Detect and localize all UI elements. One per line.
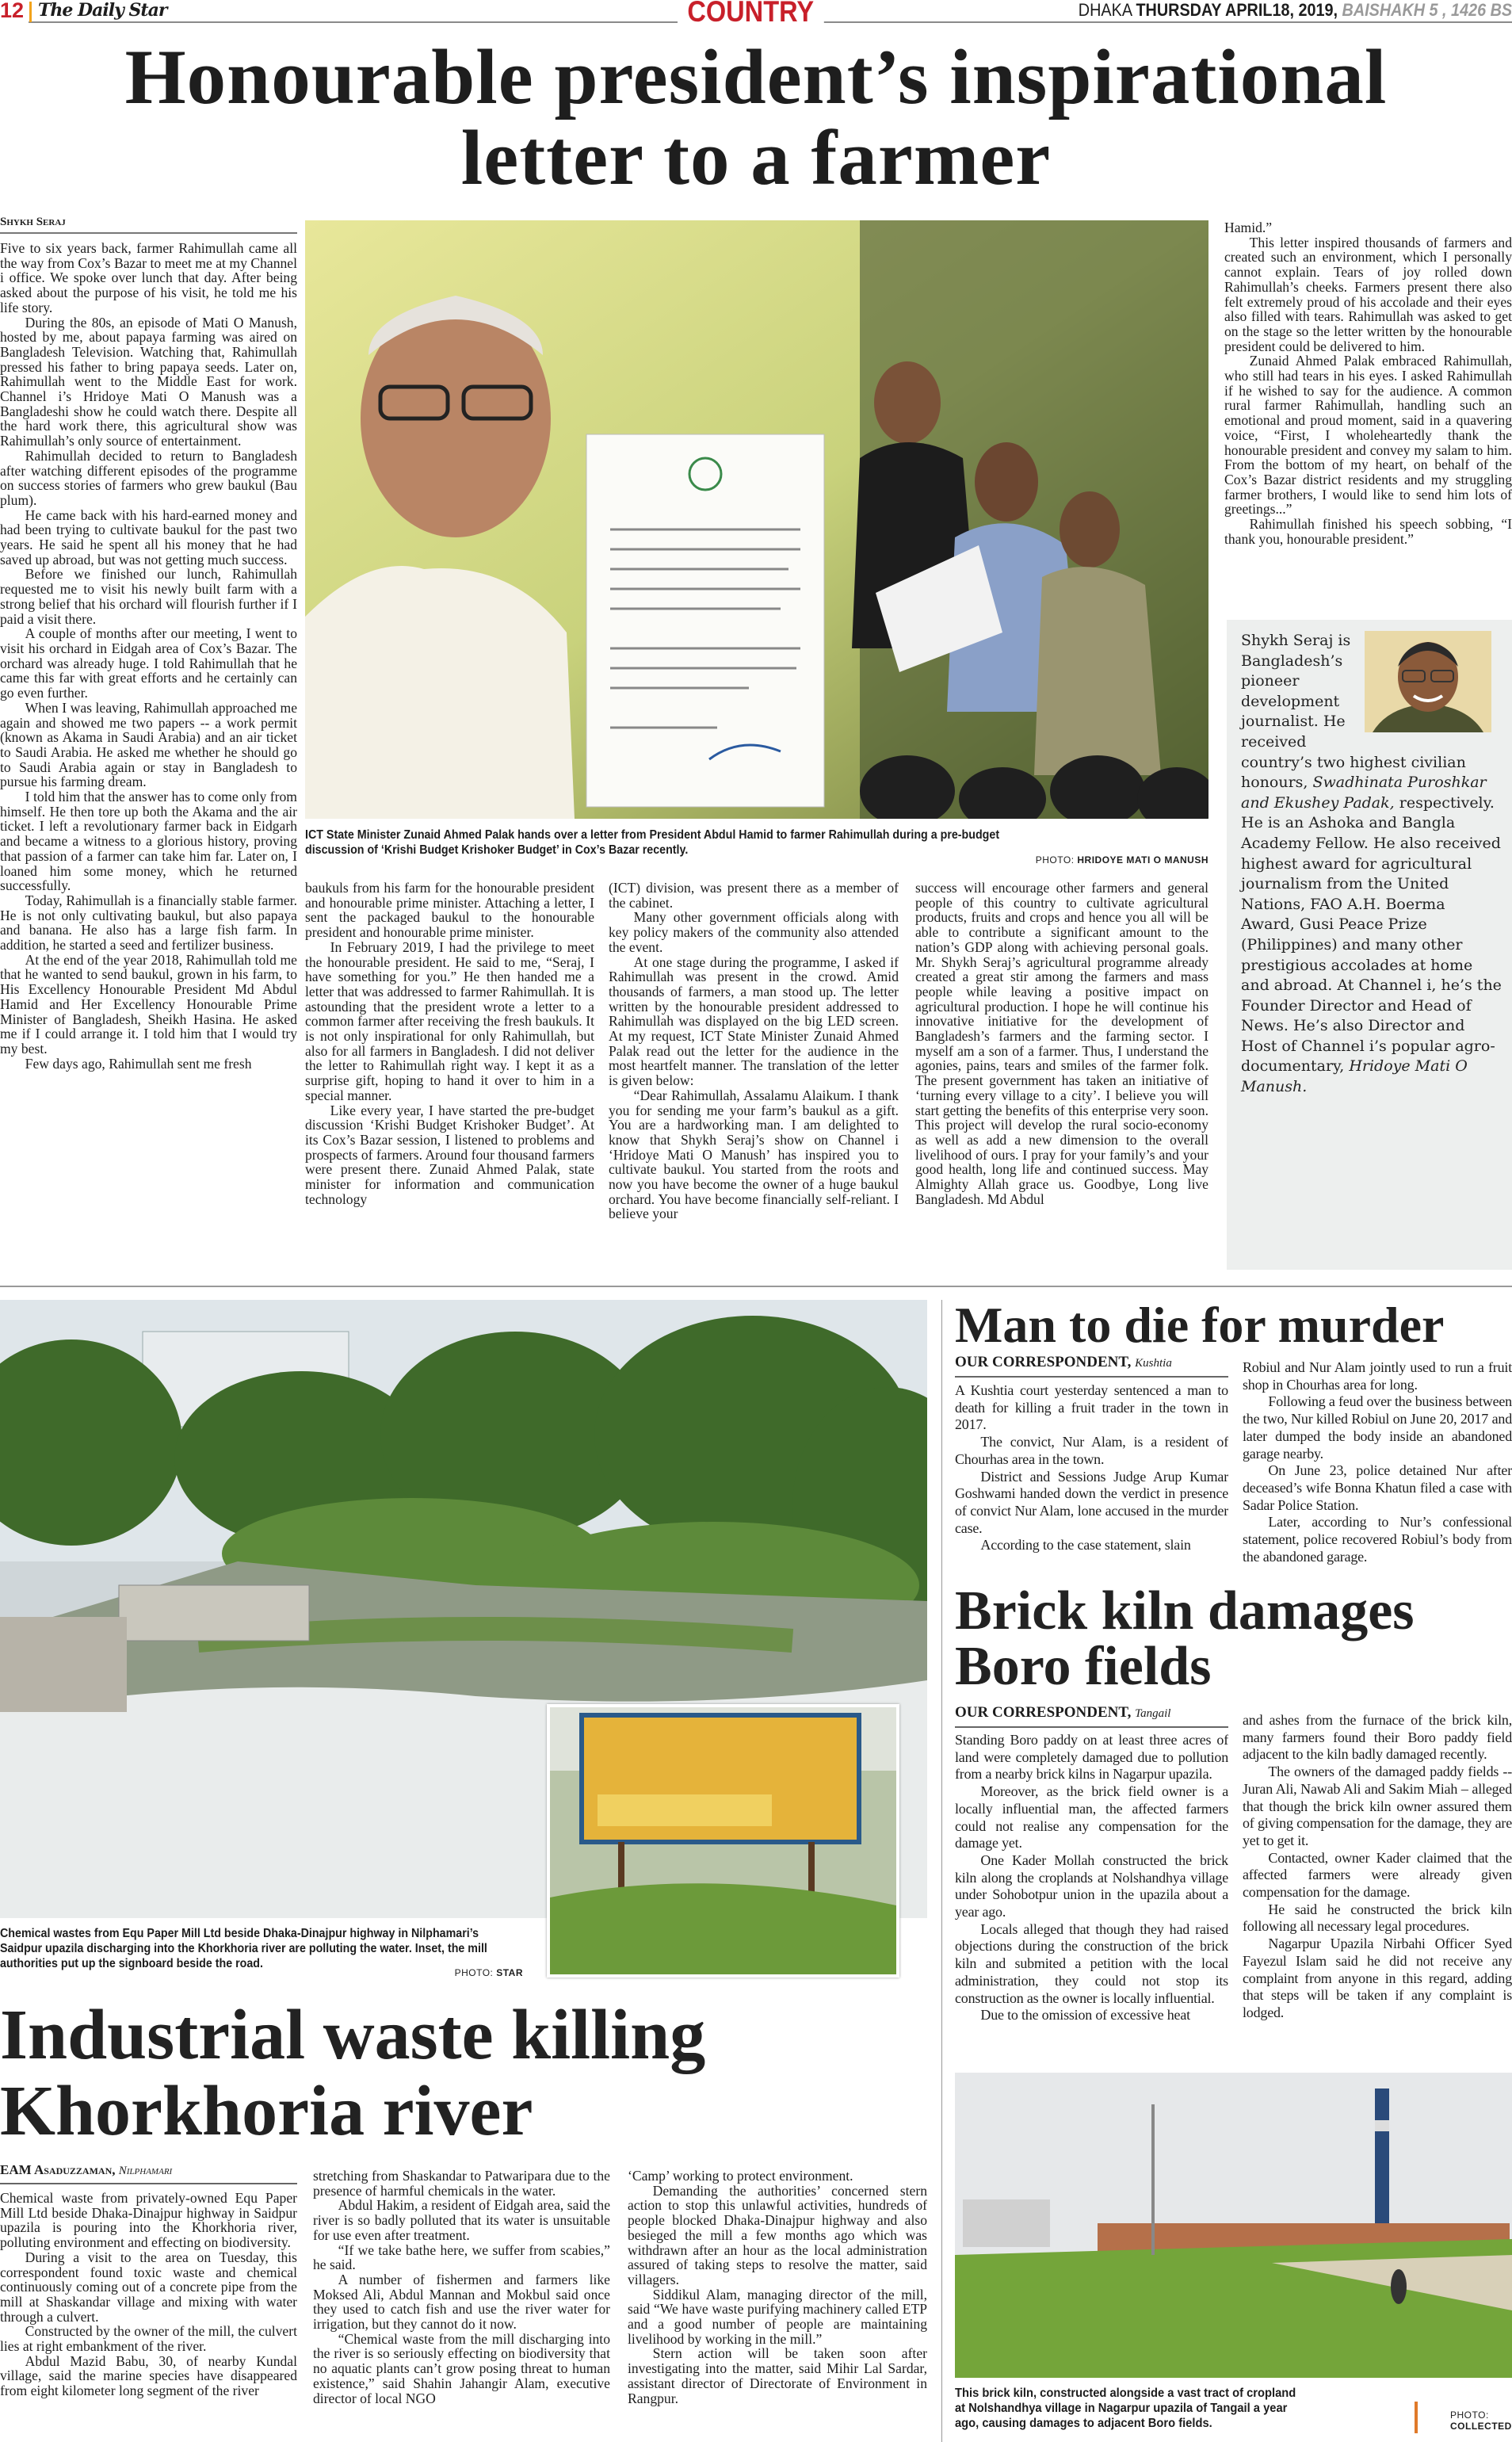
paragraph: District and Sessions Judge Arup Kumar Goshwami handed down the verdict in presence of convict Nur Alam, lone accused in the murder case. <box>955 1468 1228 1536</box>
photo-credit-label: PHOTO: <box>454 1967 494 1978</box>
river-column-3 <box>628 2169 927 2442</box>
paragraph: and ashes from the furnace of the brick kiln, many farmers found their Boro paddy field adjacent to the kiln badly damaged recently. <box>1243 1712 1512 1763</box>
paragraph: Constructed by the owner of the mill, the culvert lies at right embankment of the river. <box>0 2323 297 2355</box>
byline-author: OUR CORRESPONDENT, <box>955 1704 1132 1721</box>
paragraph: success will encourage other farmers and general people of this country to cultivate agricultural products, fruits and crops and hence you all will be able to contribute a significant amount to the nation’s GDP along with achieving personal goals. Mr. Shykh Seraj’s agricultural programme already created a great stir among the farmers and mass people while leaving a positive impact on agricultural production. I hope he will continue his innovative initiative for the development of Bangladesh’s farmers and the farming sector. I myself am a son of a farmer. Thus, I understand the agonies, pains, tears and smiles of the farmer folk. The present government has taken an initiative of ‘turning every village to a city’. I believe you will start getting the benefits of this enterprise very soon. This project will develop the rural socio-economy as well as add a new dimension to the overall livelihood of ours. I pray for your family’s and your good health, long life and continued success. May Almighty Allah grace us. Goodbye, Long live Bangladesh. Md Abdul <box>915 881 1208 1207</box>
paragraph: During the 80s, an episode of Mati O Manush, hosted by me, about papaya farming was aired on Bangladesh Television. Watching that, Rahimullah pressed his father to bring papaya seeds. Later on, Rahimullah went to the Middle East for work. Channel i’s Hridoye Mati O Manush was a Bangladeshi show he could watch there. Despite all the hard work there, this agricultural show was Rahimullah’s only source of entertainment. <box>0 314 297 449</box>
lead-headline-line1: Honourable president’s inspirational <box>124 34 1388 120</box>
photo-credit-label: PHOTO: <box>1035 854 1075 866</box>
brick-headline-line1: Brick kiln damages <box>955 1580 1415 1641</box>
paragraph: (ICT) division, was present there as a member of the cabinet. <box>609 881 899 911</box>
paragraph: In February 2019, I had the privilege to meet the honourable president. He said to me, “Seraj, I have something for you.” He then handed me a letter that was addressed to farmer Rahimullah. It is astounding that the president wrote a letter to a common farmer after receiving the fresh baukuls. It is not only inspirational for only Rahimullah, but also for all farmers in Bangladesh. I did not deliver the letter to Rahimullah right way. I kept it as a surprise gift, hoping to hand it over to him in a special manner. <box>305 938 594 1103</box>
paragraph: Today, Rahimullah is a financially stable farmer. He is not only cultivating baukul, but also papaya and banana. He also has a large fish farm. In addition, he started a seed and fertilizer business. <box>0 892 297 953</box>
paragraph: Moreover, as the brick field owner is a locally influential man, the affected farmers could not realise any compensation for the damage yet. <box>955 1783 1228 1852</box>
date-city: DHAKA <box>1078 0 1132 20</box>
river-headline-line2: Khorkhoria river <box>0 2072 533 2150</box>
paragraph: Following a feud over the business between the two, Nur killed Robiul on June 20, 2017 and later dumped the body inside an abandoned garage nearby. <box>1243 1393 1512 1462</box>
paragraph: stretching from Shaskandar to Patwaripara due to the presence of harmful chemicals in the water. <box>313 2169 610 2199</box>
paragraph: Few days ago, Rahimullah sent me fresh <box>25 1055 252 1072</box>
paragraph: Like every year, I have started the pre-budget discussion ‘Krishi Budget Krishoker Budget’. At its Cox’s Bazar session, I listened to problems and prospects of farmers. Around four thousand farmers were present there. Zunaid Ahmed Palak, state minister for information and communication technology <box>305 1102 594 1207</box>
murder-column-2 <box>1243 1359 1512 1565</box>
byline-location: Kushtia <box>1135 1357 1172 1370</box>
paragraph: “If we take bathe here, we suffer from scabies,” he said. <box>313 2241 610 2273</box>
paragraph: During a visit to the area on Tuesday, this correspondent found toxic waste and chemical continuously coming out of a concrete pipe from the mill at Shaskandar village and mixing with water through a culvert. <box>0 2249 297 2325</box>
river-column-1 <box>0 2191 297 2442</box>
paragraph: One Kader Mollah constructed the brick kiln along the croplands at Nolshandhya village under Sohobotpur union in the upazila about a year ago. <box>955 1852 1228 1920</box>
river-photo-credit <box>444 1967 523 1978</box>
paragraph: I told him that the answer has to come only from himself. He then tore up both the Akama and the air ticket. I left a revolutionary farmer back in Eidgarh and became a witness to a glorious history, proving that passion of a farmer can take him far. Later on, I loaned him some money, which he returned successfully. <box>0 789 297 894</box>
paragraph: The convict, Nur Alam, is a resident of Chourhas area in the town. <box>955 1434 1228 1467</box>
lead-headline-line2: letter to a farmer <box>460 115 1052 201</box>
brick-kiln-photo <box>955 2073 1512 2378</box>
paragraph: Siddikul Alam, managing director of the mill, said “We have waste purifying machinery called ETP and a good number of people are maintaining livelihood by working in the mill.” <box>628 2286 927 2347</box>
paragraph: Nagarpur Upazila Nirbahi Officer Syed Fayezul Islam said he did not receive any complaint from anyone in this regard, adding that steps will be taken if any complaint is lodged. <box>1243 1936 1512 2020</box>
paragraph: Locals alleged that though they had raised objections during the construction of the brick kiln and submited a petition with the local administration, they could not stop its construction as the owner is locally influential. <box>955 1920 1228 2006</box>
paragraph: At one stage during the programme, I asked if Rahimullah was present in the crowd. Amid thousands of farmers, a man stood up. The letter written by the honourable president addressed to Rahimullah was displayed on the big LED screen. At my request, ICT State Minister Zunaid Ahmed Palak read out the letter for the audience in the most heartfelt manner. The translation of the letter is given below: <box>609 953 899 1089</box>
author-photo <box>1365 631 1491 732</box>
dateline <box>1070 0 1512 21</box>
byline-author: OUR CORRESPONDENT, <box>955 1354 1132 1370</box>
paragraph: A Kushtia court yesterday sentenced a man to death for killing a fruit trader in the town in 2017. <box>955 1382 1228 1433</box>
murder-column-1 <box>955 1382 1228 1565</box>
river-column-2 <box>313 2169 610 2442</box>
paragraph: Hamid.” <box>1224 220 1273 235</box>
murder-headline: Man to die for murder <box>955 1297 1445 1353</box>
section-divider <box>0 1286 1512 1287</box>
brick-photo-caption: This brick kiln, constructed alongside a vast tract of cropland at Nolshandhya village in Nagarpur upazila of Tangail a year ago, causing damages to adjacent Boro fields. <box>955 2387 1296 2430</box>
paragraph: The owners of the damaged paddy fields -- Juran Ali, Nawab Ali and Sakim Miah – alleged that though the brick kiln owner assured them of giving compensation for the damage, they are yet to get it. <box>1243 1764 1512 1848</box>
text: Shykh Seraj is Bangladesh’s pioneer development journalist. He received country’s two highest civilian honours, <box>1241 632 1466 792</box>
paragraph: A number of fishermen and farmers like Moksed Ali, Abdul Mannan and Mokbul said once they used to catch fish and use the river water for irrigation, but they cannot do it now. <box>313 2271 610 2333</box>
photo-credit-label: PHOTO: <box>1450 2410 1489 2421</box>
paragraph: A couple of months after our meeting, I went to visit his orchard in Eidgah area of Cox’s Bazar. The orchard was already huge. I told Rahimullah that he came this far with great efforts and he certainly can go even further. <box>0 625 297 701</box>
paragraph: Many other government officials along with key policy makers of the community also attended the event. <box>609 909 899 955</box>
river-byline <box>0 2162 297 2184</box>
paragraph: Chemical waste from privately-owned Equ Paper Mill Ltd beside Dhaka-Dinajpur highway in Saidpur upazila is pouring into the Khorkhoria river, polluting environment and effecting on biodiversity. <box>0 2191 297 2251</box>
paragraph: Demanding the authorities’ concerned stern action to stop this unlawful activities, hundreds of people blocked Dhaka-Dinajpur highway and also besieged the mill a few months ago which was withdrawn after an hour as the local administration assured of taking steps to resolve the matter, said villagers. <box>628 2182 927 2287</box>
paragraph: Five to six years back, farmer Rahimullah came all the way from Cox’s Bazar to meet me at my Channel i office. We spoke over lunch that day. After being asked about the purpose of his visit, he told me his life story. <box>0 241 297 315</box>
credit-accent-bar <box>1415 2402 1418 2433</box>
paragraph: Contacted, owner Kader claimed that the affected farmers were already given compensation for the damage. <box>1243 1849 1512 1901</box>
byline-location: Nilphamari <box>118 2165 173 2177</box>
paragraph: Rahimullah finished his speech sobbing, “I thank you, honourable president.” <box>1224 516 1512 547</box>
newspaper-logo[interactable]: The Daily Star <box>38 0 173 21</box>
author-bio-box <box>1227 620 1512 1270</box>
lead-column-4 <box>915 881 1208 1272</box>
lead-byline: Shykh Seraj <box>0 216 297 234</box>
paragraph: ‘Camp’ working to protect environment. <box>628 2169 853 2184</box>
lead-column-1 <box>0 241 297 1271</box>
byline-location: Tangail <box>1135 1707 1171 1720</box>
paragraph: Abdul Hakim, a resident of Eidgah area, said the river is so badly polluted that its water is unsuitable for use even after treatment. <box>313 2197 610 2243</box>
photo-credit-name: STAR <box>496 1967 523 1978</box>
lead-photo-credit <box>1014 854 1208 866</box>
column-divider <box>941 1300 942 2442</box>
photo-credit-name: HRIDOYE MATI O MANUSH <box>1077 854 1208 866</box>
paragraph: Later, according to Nur’s confessional statement, police recovered Robiul’s body from the abandoned garage. <box>1243 1514 1512 1565</box>
paragraph: Robiul and Nur Alam jointly used to run a fruit shop in Chourhas area for long. <box>1243 1359 1512 1393</box>
photo-credit-name: COLLECTED <box>1450 2421 1512 2432</box>
paragraph: baukuls from his farm for the honourable president and honourable prime minister. Attaching a letter, I sent the packaged baukul to the honourable president and honourable prime minister. <box>305 881 594 941</box>
lead-column-2 <box>305 881 594 1272</box>
folio-divider <box>29 2 32 22</box>
paragraph: Abdul Mazid Babu, 30, of nearby Kundal village, said the marine species have disappeared from eight kilometer long segment of the river <box>0 2352 297 2399</box>
date-main: THURSDAY APRIL18, 2019, <box>1136 0 1338 20</box>
brick-photo-credit <box>1450 2410 1512 2432</box>
brick-headline-line2: Boro fields <box>955 1636 1212 1697</box>
paragraph: When I was leaving, Rahimullah approached me again and showed me two papers -- a work permit (known as Akama in Saudi Arabia) and an air ticket to Saudi Arabia. He asked me whether he should go to Saudi Arabia again or stay in Bangladesh to pursue his farming dream. <box>0 699 297 790</box>
paragraph: Zunaid Ahmed Palak embraced Rahimullah, who still had tears in his eyes. I asked Rahimullah if he wished to say for the audience. A common rural farmer Rahimullah, handling such an emotional and proud moment, said in a quavering voice, “First, I wholeheartedly thank the honourable president and convey my salam to him. From the bottom of my heart, on behalf of the Cox’s Bazar district residents and my struggling farmer brothers, I would like to send him lots of greetings...” <box>1224 353 1512 518</box>
section-title: COUNTRY <box>678 0 823 29</box>
paragraph: Rahimullah decided to return to Bangladesh after watching different episodes of the programme on success stories of farmers who grew baukul (Bau plum). <box>0 447 297 508</box>
signboard-inset-photo <box>547 1704 899 1978</box>
river-photo-caption: Chemical wastes from Equ Paper Mill Ltd beside Dhaka-Dinajpur highway in Nilphamari’s Saidpur upazila discharging into the Khorkhoria river are polluting the water. Inset, the mill authorities put up the signboard beside the road. <box>0 1927 487 1970</box>
brick-byline <box>955 1704 1228 1728</box>
text: respectively. He is an Ashoka and Bangla Academy Fellow. He also received highest award for agricultural journalism from the United Nations, FAO A.H. Boerma Award, Gusi Peace Prize (Philippines) and many other prestigious accolades at home and abroad. At Channel i, he’s the Founder Director and Head of News. He’s also Director and Host of Channel i’s popular agro-documentary, <box>1241 793 1502 1076</box>
date-bangla: BAISHAKH 5 , 1426 BS <box>1342 0 1512 20</box>
paragraph: He said he constructed the brick kiln following all necessary legal procedures. <box>1243 1901 1512 1935</box>
paragraph: Before we finished our lunch, Rahimullah requested me to visit his newly built farm with a strong belief that his orchard will flourish further if I paid a visit there. <box>0 566 297 627</box>
paragraph: According to the case statement, slain <box>980 1537 1191 1553</box>
paragraph: Due to the omission of excessive heat <box>980 2007 1190 2024</box>
lead-photo <box>305 220 1208 819</box>
brick-column-1 <box>955 1732 1228 2065</box>
lead-column-3 <box>609 881 899 1272</box>
paragraph: Stern action will be taken soon after investigating into the matter, said Mihir Lal Sardar, assistant director of Directorate of Environment in Rangpur. <box>628 2345 927 2406</box>
paragraph: On June 23, police detained Nur after deceased’s wife Bonna Khatun filed a case with Sadar Police Station. <box>1243 1462 1512 1513</box>
italic-text: Swadhinata Puroshkar and Ekushey Padak, <box>1241 774 1487 812</box>
lead-photo-caption: ICT State Minister Zunaid Ahmed Palak hands over a letter from President Abdul Hamid to farmer Rahimullah during a pre-budget discussion of ‘Krishi Budget Krishoker Budget’ in Cox’s Bazar recently. <box>305 828 1000 857</box>
paragraph: He came back with his hard-earned money and had been trying to cultivate baukul for the past two years. He said he spent all his money that he had saved up abroad, but was not getting much success. <box>0 506 297 568</box>
byline-author: EAM Asaduzzaman, <box>0 2162 116 2177</box>
lead-column-5 <box>1224 220 1512 613</box>
river-headline-line1: Industrial waste killing <box>0 1996 706 2074</box>
paragraph: “Dear Rahimullah, Assalamu Alaikum. I thank you for sending me your farm’s baukul as a gift. You are a hardworking man. I am delighted to know that Shykh Seraj’s show on Channel i ‘Hridoye Mati O Manush’ has inspired you to cultivate baukul. You started from the roots and now you have become the owner of a huge baukul orchard. You have become financially self-reliant. I believe your <box>609 1087 899 1222</box>
paragraph: Standing Boro paddy on at least three acres of land were completely damaged due to pollution from a nearby brick kilns in Nagarpur upazila. <box>955 1732 1228 1783</box>
brick-column-2 <box>1243 1712 1512 2065</box>
page-number: 12 <box>0 0 29 23</box>
murder-byline <box>955 1354 1228 1378</box>
paragraph: At the end of the year 2018, Rahimullah told me that he wanted to send baukul, grown in his farm, to His Excellency Honourable President Md Abdul Hamid and Her Excellency Honourable Prime Minister of Bangladesh, Sheikh Hasina. He asked me if I could arrange it. I told him that I would try my best. <box>0 951 297 1057</box>
italic-text: Hridoye Mati O Manush. <box>1241 1057 1468 1096</box>
paragraph: This letter inspired thousands of farmers and created such an environment, which I personally cannot explain. Tears of joy rolled down Rahimullah’s cheeks. Farmers present there also felt extremely proud of his accolade and their eyes also filled with tears. Rahimullah was asked to get on the stage so the letter written by the honourable president could be delivered to him. <box>1224 234 1512 354</box>
paragraph: “Chemical waste from the mill discharging into the river is so seriously effecting on biodiversity that no aquatic plants can’t grow posing threat to human existence,” said Shahin Jahangir Alam, executive director of local NGO <box>313 2330 610 2406</box>
